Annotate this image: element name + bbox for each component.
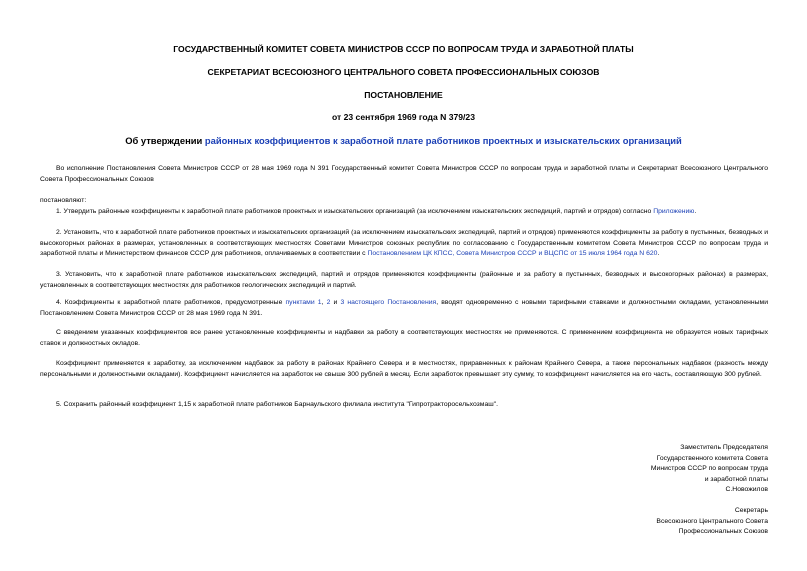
intro-paragraph: Во исполнение Постановления Совета Министров СССР от 28 мая 1969 года N 391 Государственный комитет Совета Министров СССР по вопросам труда и заработной платы и Секретариат Всесоюзного Центрального Совета Профессиональных Союзов [40, 165, 768, 183]
p2-end: . [657, 250, 660, 257]
resolve-text: постановляют: [40, 197, 87, 204]
signer-1-org-cont: Министров СССР по вопросам труда [650, 465, 768, 472]
title-prefix: Об утверждении [125, 135, 205, 146]
title-link[interactable]: районных коэффициентов к заработной плате работников проектных и изыскательских организаций [204, 135, 682, 146]
p4-sep1: , [321, 299, 327, 306]
paragraph-7: 5. Сохранить районный коэффициент 1,15 к заработной плате работников Барнаульского филиала института "Гипротракторосельхозмаш". [56, 401, 498, 408]
issuer-title: ГОСУДАРСТВЕННЫЙ КОМИТЕТ СОВЕТА МИНИСТРОВ СССР ПО ВОПРОСАМ ТРУДА И ЗАРАБОТНОЙ ПЛАТЫ [173, 44, 634, 54]
document-date: от 23 сентября 1969 года N 379/23 [331, 112, 475, 122]
resolution-620-link[interactable]: Постановлением ЦК КПСС, Совета Министров СССР и ВЦСПС от 15 июля 1964 года N 620 [367, 250, 658, 257]
item-2-link[interactable]: 2 [326, 299, 331, 306]
issuer-subtitle: СЕКРЕТАРИАТ ВСЕСОЮЗНОГО ЦЕНТРАЛЬНОГО СОВЕТА ПРОФЕССИОНАЛЬНЫХ СОЮЗОВ [207, 67, 600, 77]
appendix-link[interactable]: Приложению [653, 208, 695, 215]
signer-2-position: Секретарь [734, 507, 768, 514]
paragraph-5: С введением указанных коэффициентов все ранее установленные коэффициенты и надбавки за работу в соответствующих местностях не применяются. С применением коэффициента не образуется новых тарифных ставок и должностных окладов. [40, 329, 768, 347]
item-1-link[interactable]: пунктами 1 [285, 299, 322, 306]
signer-2-org: Всесоюзного Центрального Совета [656, 517, 768, 525]
document-title [0, 135, 807, 147]
paragraph-6: Коэффициент применяется к заработку, за исключением надбавок за работу в районах Крайнего Севера и в местностях, приравненных к районам Крайнего Севера, а также персональных надбавок (разность между персональными и должностными окладами). Коэффициент начисляется на заработок не свыше 300 рублей в месяц. Если заработок превышает эту сумму, то коэффициент начисляется на его часть, составляющую 300 рублей. [40, 360, 768, 378]
p4-end: , вводят одновременно с новыми тарифными ставками и должностными окладами, установленными Постановлением Совета Министров СССР от 28 мая 1969 года N 391. [40, 299, 769, 317]
signer-1-org: Государственного комитета Совета [656, 454, 768, 462]
p1-text: 1. Утвердить районные коэффициенты к заработной плате работников проектных и изыскательских организаций (за исключением изыскательских экспедиций, партий и отрядов) согласно [56, 208, 654, 215]
p4-text: 4. Коэффициенты к заработной плате работников, предусмотренные [56, 299, 286, 306]
paragraph-1 [40, 207, 768, 218]
signature-block-1 [508, 443, 768, 496]
p4-sep2: и [330, 299, 341, 306]
paragraph-2 [40, 228, 768, 260]
signer-1-position: Заместитель Председателя [680, 444, 768, 451]
paragraph-4 [40, 298, 768, 319]
document-type: ПОСТАНОВЛЕНИЕ [364, 90, 443, 100]
item-3-link[interactable]: 3 настоящего Постановления [340, 299, 437, 306]
signer-1-name: С.Новожилов [725, 486, 768, 493]
signer-2-org-end: Профессиональных Союзов [678, 528, 768, 535]
signer-1-org-end: и заработной платы [704, 475, 768, 483]
p2-text: 2. Установить, что к заработной плате работников проектных и изыскательских организаций (за исключением изыскательских экспедиций, партий и отрядов) применяются коэффициенты за работу в пустынных, безводных и высокогорных районах в размерах, установленных в соответствующих местностях Советами Министров союзных республик по согласованию с Государственным комитетом Совета Министров СССР по вопросам труда и заработной платы и Министерством финансов СССР для работников, оплачиваемых в соответствии с [40, 229, 768, 257]
paragraph-3: 3. Установить, что к заработной плате работников изыскательских экспедиций, партий и отрядов применяются коэффициенты (районные и за работу в пустынных, безводных и высокогорных районах) в размерах, установленных в соответствующих местностях для работников геологических экспедиций и партий. [40, 271, 768, 289]
signature-block-2 [508, 506, 768, 538]
p1-end: . [694, 208, 697, 215]
